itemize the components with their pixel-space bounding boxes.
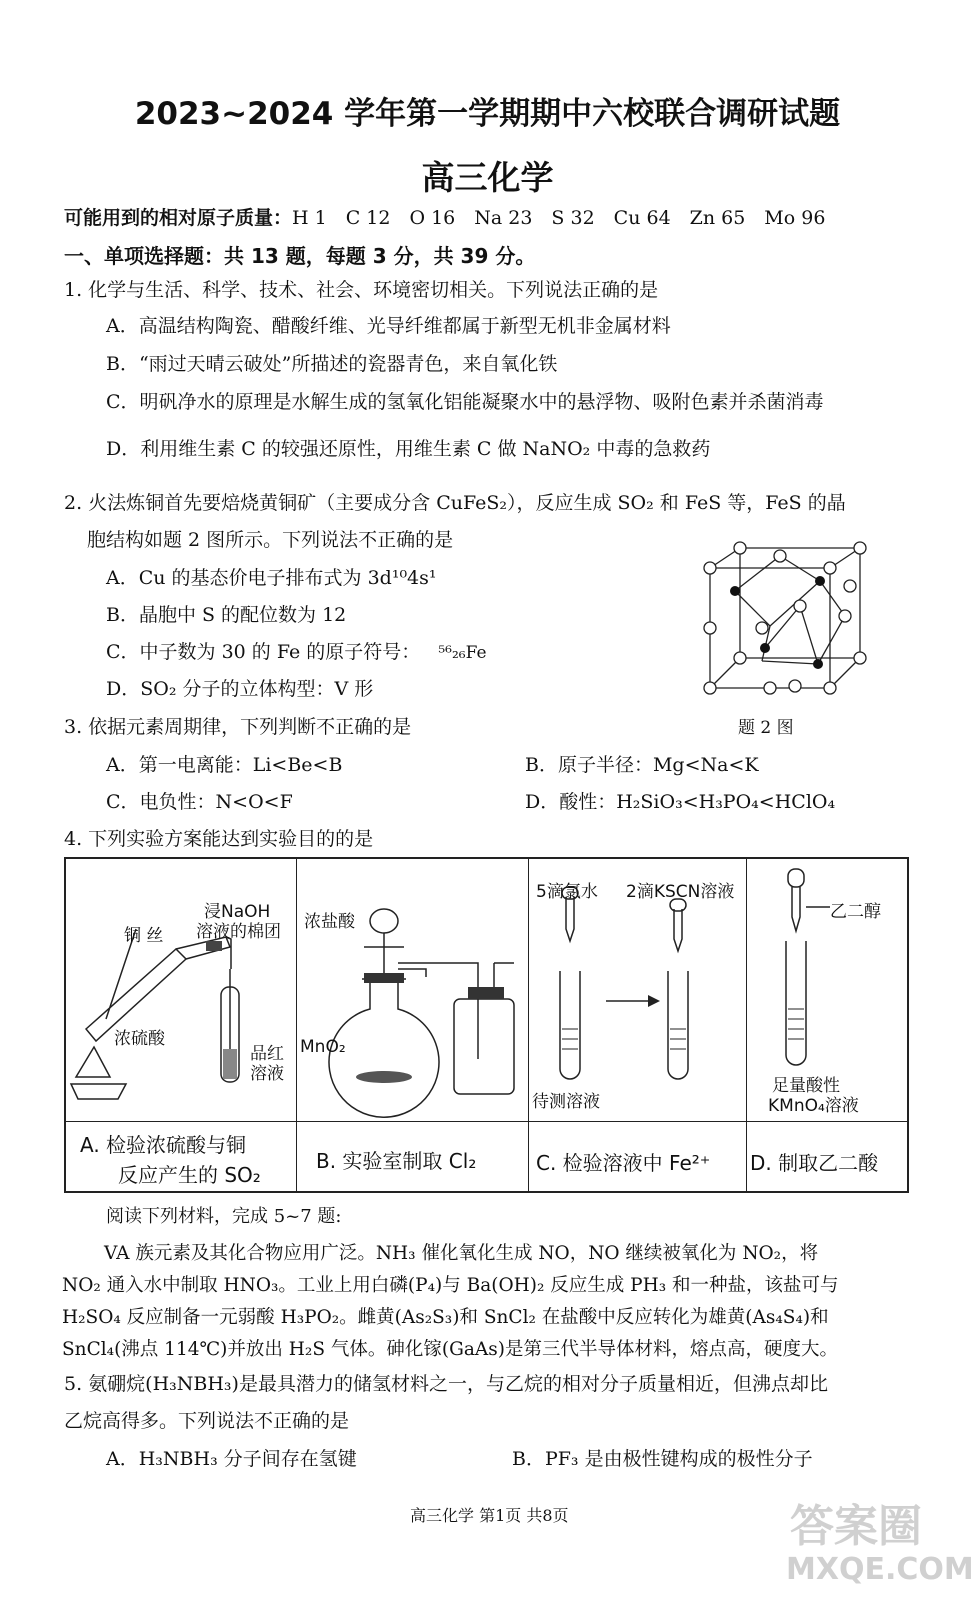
q1-option-d: D．利用维生素 C 的较强还原性，用维生素 C 做 NaNO₂ 中毒的急救药	[106, 438, 711, 460]
section-heading: 一、单项选择题：共 13 题，每题 3 分，共 39 分。	[64, 244, 536, 268]
label-test-solution: 待测溶液	[532, 1092, 600, 1112]
reading-paragraph-4: SnCl₄(沸点 114℃)并放出 H₂S 气体。砷化镓(GaAs)是第三代半导体材料，熔点高，硬度大。	[62, 1339, 838, 1360]
experiment-table	[64, 857, 909, 1193]
label-conc-sulfuric-acid: 浓硫酸	[114, 1029, 165, 1049]
caption-a-line-2: 反应产生的 SO₂	[118, 1163, 261, 1187]
q3-option-d: D．酸性：H₂SiO₃<H₃PO₄<HClO₄	[525, 791, 836, 813]
label-magenta-2: 溶液	[250, 1064, 284, 1084]
subject-title: 高三化学	[421, 158, 554, 197]
q2-option-c	[106, 640, 487, 665]
reading-paragraph-2: NO₂ 通入水中制取 HNO₃。工业上用白磷(P₄)与 Ba(OH)₂ 反应生成 PH₃ 和一种盐，该盐可与	[62, 1275, 839, 1296]
caption-a-line-1: A. 检验浓硫酸与铜	[80, 1133, 247, 1157]
label-naoh-cotton-2: 溶液的棉团	[196, 922, 281, 942]
label-conc-hcl: 浓盐酸	[304, 912, 355, 932]
watermark-site: MXQE.COM	[786, 1552, 974, 1587]
caption-d: D. 制取乙二酸	[750, 1151, 879, 1175]
page-footer: 高三化学 第1页 共8页	[410, 1506, 569, 1525]
label-ethylene-glycol: 乙二醇	[830, 902, 881, 922]
fes-unit-cell-figure	[690, 536, 880, 706]
q2-option-c-text: C．中子数为 30 的 Fe 的原子符号：	[106, 641, 421, 663]
label-kmno4-1: 足量酸性	[772, 1076, 840, 1096]
q5-stem-1: 5. 氨硼烷(H₃NBH₃)是最具潜力的储氢材料之一，与乙烷的相对分子质量相近，但沸点却比	[64, 1373, 828, 1395]
atomic-masses-values: H 1 C 12 O 16 Na 23 S 32 Cu 64 Zn 65 Mo 96	[292, 207, 826, 229]
label-chlorine-water: 5滴氯水	[536, 882, 598, 902]
label-copper-wire: 铜 丝	[124, 926, 164, 946]
q3-option-c: C．电负性：N<O<F	[106, 791, 293, 813]
figure-2-caption: 题 2 图	[738, 718, 794, 738]
q3-option-a: A．第一电离能：Li<Be<B	[106, 754, 343, 776]
exam-title: 2023~2024 学年第一学期期中六校联合调研试题	[134, 96, 841, 132]
reading-intro: 阅读下列材料，完成 5~7 题:	[106, 1206, 342, 1227]
q1-stem: 1. 化学与生活、科学、技术、社会、环境密切相关。下列说法正确的是	[64, 279, 659, 301]
fe-isotope-symbol: ⁵⁶₂₆Fe	[438, 643, 487, 663]
q1-option-a: A．高温结构陶瓷、醋酸纤维、光导纤维都属于新型无机非金属材料	[106, 315, 671, 337]
reading-paragraph-3: H₂SO₄ 反应制备一元弱酸 H₃PO₂。雌黄(As₂S₃)和 SnCl₂ 在盐酸中反应转化为雄黄(As₄S₄)和	[62, 1307, 829, 1328]
q5-stem-2: 乙烷高得多。下列说法不正确的是	[64, 1410, 350, 1432]
label-naoh-cotton-1: 浸NaOH	[204, 902, 271, 922]
q2-option-a: A．Cu 的基态价电子排布式为 3d¹⁰4s¹	[106, 567, 437, 589]
caption-c: C. 检验溶液中 Fe²⁺	[536, 1151, 711, 1175]
label-kmno4-2: KMnO₄溶液	[768, 1096, 859, 1116]
label-kscn: 2滴KSCN溶液	[626, 882, 735, 902]
q3-option-b: B．原子半径：Mg<Na<K	[525, 754, 759, 776]
q2-option-d: D．SO₂ 分子的立体构型：V 形	[106, 678, 374, 700]
q2-stem-1: 2. 火法炼铜首先要焙烧黄铜矿（主要成分含 CuFeS₂），反应生成 SO₂ 和 FeS 等，FeS 的晶	[64, 492, 846, 514]
reading-paragraph-1: VA 族元素及其化合物应用广泛。NH₃ 催化氧化生成 NO，NO 继续被氧化为 NO₂，将	[104, 1243, 819, 1264]
atomic-masses-label: 可能用到的相对原子质量：	[64, 207, 293, 229]
q5-option-a: A．H₃NBH₃ 分子间存在氢键	[106, 1448, 357, 1470]
label-magenta-1: 品红	[250, 1044, 284, 1064]
q4-stem: 4. 下列实验方案能达到实验目的的是	[64, 828, 374, 850]
q3-stem: 3. 依据元素周期律，下列判断不正确的是	[64, 716, 412, 738]
label-mno2: MnO₂	[300, 1037, 346, 1057]
q5-option-b: B．PF₃ 是由极性键构成的极性分子	[512, 1448, 813, 1470]
atomic-masses	[64, 206, 825, 230]
caption-b: B. 实验室制取 Cl₂	[316, 1149, 477, 1173]
apparatus-b-chlorine	[296, 859, 528, 1121]
watermark-logo: 答案圈	[790, 1501, 922, 1552]
q2-option-b: B．晶胞中 S 的配位数为 12	[106, 604, 347, 626]
q2-stem-2: 胞结构如题 2 图所示。下列说法不正确的是	[87, 529, 454, 551]
q1-option-c: C．明矾净水的原理是水解生成的氢氧化铝能凝聚水中的悬浮物、吸附色素并杀菌消毒	[106, 391, 824, 413]
q1-option-b: B．“雨过天晴云破处”所描述的瓷器青色，来自氧化铁	[106, 353, 558, 375]
